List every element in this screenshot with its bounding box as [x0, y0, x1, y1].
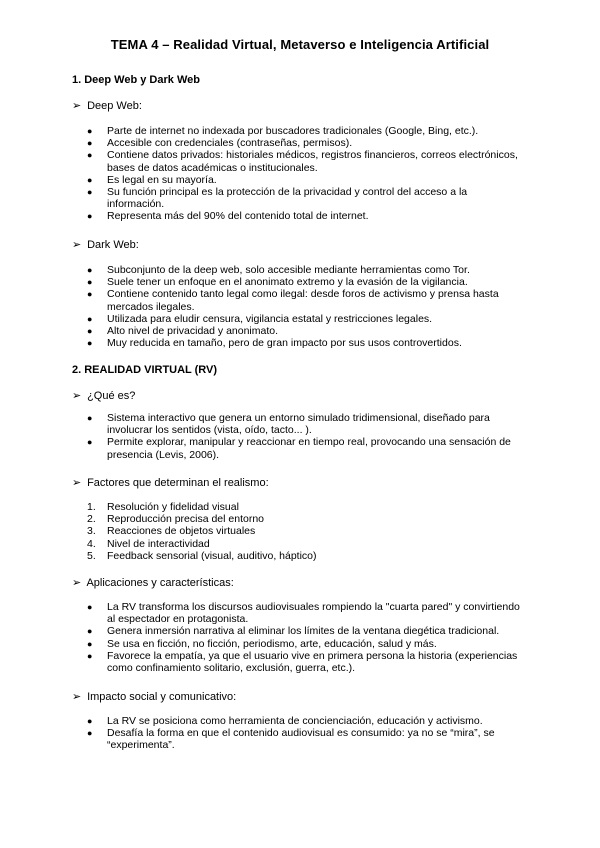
bullet-icon: ●: [87, 289, 93, 300]
list-item: [87, 174, 527, 186]
list-number: 2.: [87, 513, 96, 526]
list-item-text: Accesible con credenciales (contraseñas, permisos).: [107, 137, 353, 150]
list-item-text: Contiene datos privados: historiales médicos, registros financieros, correos electrónicos, bases de datos académicas o institucionales.: [107, 149, 518, 174]
bullet-icon: ●: [87, 728, 93, 739]
list-number: 4.: [87, 537, 96, 550]
bullet-icon: ●: [87, 326, 93, 337]
section-1-heading: 1. Deep Web y Dark Web: [72, 74, 200, 86]
list-item: [87, 525, 527, 537]
impacto-label: [72, 690, 236, 703]
arrow-icon: ➢: [72, 691, 82, 703]
dark-web-list: [87, 264, 527, 349]
bullet-icon: ●: [87, 626, 93, 637]
list-item: [87, 715, 527, 727]
list-number: 3.: [87, 525, 96, 538]
list-item-text: Desafía la forma en que el contenido audiovisual es consumido: ya no se “mira”, se “experimenta”.: [107, 727, 495, 752]
deep-web-label-text: Deep Web:: [87, 100, 142, 112]
list-item-text: Se usa en ficción, no ficción, periodismo, arte, educación, salud y más.: [107, 637, 437, 650]
bullet-icon: ●: [87, 338, 93, 349]
impacto-label-text: Impacto social y comunicativo:: [87, 691, 237, 703]
que-es-label-text: ¿Qué es?: [87, 390, 136, 402]
list-item: [87, 210, 527, 222]
factores-list: [87, 501, 527, 562]
que-es-list: [87, 412, 527, 461]
bullet-icon: ●: [87, 138, 93, 149]
list-item: [87, 601, 527, 625]
list-item: [87, 325, 527, 337]
list-item: [87, 276, 527, 288]
arrow-icon: ➢: [72, 477, 82, 489]
list-item-text: La RV se posiciona como herramienta de concienciación, educación y activismo.: [107, 715, 483, 727]
deep-web-list: [87, 125, 527, 223]
list-item: [87, 149, 527, 173]
que-es-label: [72, 389, 135, 402]
list-item: [87, 264, 527, 276]
list-item: [87, 186, 527, 210]
list-item-text: Muy reducida en tamaño, pero de gran impacto por sus usos controvertidos.: [107, 337, 462, 350]
list-item: [87, 436, 527, 460]
list-item-text: Reacciones de objetos virtuales: [107, 525, 256, 538]
list-item-text: Permite explorar, manipular y reaccionar en tiempo real, provocando una sensación de presencia (Levis, 2006).: [107, 436, 511, 461]
dark-web-label-text: Dark Web:: [87, 239, 139, 251]
list-item-text: Reproducción precisa del entorno: [107, 513, 265, 526]
page-title: TEMA 4 – Realidad Virtual, Metaverso e Inteligencia Artificial: [110, 37, 490, 52]
list-item: [87, 125, 527, 137]
arrow-icon: ➢: [72, 577, 82, 589]
bullet-icon: ●: [87, 211, 93, 222]
bullet-icon: ●: [87, 313, 93, 324]
list-item: [87, 288, 527, 312]
list-item: [87, 501, 527, 513]
list-item-text: Alto nivel de privacidad y anonimato.: [107, 325, 279, 338]
list-item-text: Nivel de interactividad: [107, 537, 210, 550]
bullet-icon: ●: [87, 150, 93, 161]
list-number: 5.: [87, 549, 96, 562]
arrow-icon: ➢: [72, 239, 82, 251]
bullet-icon: ●: [87, 277, 93, 288]
arrow-icon: ➢: [72, 100, 82, 112]
aplicaciones-list: [87, 601, 527, 674]
bullet-icon: ●: [87, 174, 93, 185]
list-item-text: Parte de internet no indexada por buscadores tradicionales (Google, Bing, etc.).: [107, 125, 479, 137]
list-item: [87, 625, 527, 637]
list-item-text: Subconjunto de la deep web, solo accesible mediante herramientas como Tor.: [107, 264, 470, 276]
bullet-icon: ●: [87, 413, 93, 423]
list-item-text: Sistema interactivo que genera un entorno simulado tridimensional, diseñado para involucrar los sentidos (vista, oído, tacto... ).: [107, 412, 490, 437]
bullet-icon: ●: [87, 265, 93, 275]
list-item: [87, 650, 527, 674]
factores-label-text: Factores que determinan el realismo:: [87, 477, 269, 489]
bullet-icon: ●: [87, 716, 93, 726]
list-item-text: Contiene contenido tanto legal como ilegal: desde foros de activismo y prensa hasta mercados ilegales.: [107, 288, 499, 313]
aplicaciones-label: [72, 576, 234, 589]
bullet-icon: ●: [87, 638, 93, 649]
list-item: [87, 727, 527, 751]
impacto-list: [87, 715, 527, 752]
bullet-icon: ●: [87, 126, 93, 136]
list-item: [87, 638, 527, 650]
list-item-text: Suele tener un enfoque en el anonimato extremo y la evasión de la vigilancia.: [107, 276, 468, 289]
list-item: [87, 337, 527, 349]
section-2-heading: 2. REALIDAD VIRTUAL (RV): [72, 364, 218, 376]
deep-web-label: [72, 99, 142, 112]
bullet-icon: ●: [87, 437, 93, 448]
list-item-text: Utilizada para eludir censura, vigilancia estatal y restricciones legales.: [107, 312, 433, 325]
list-item-text: Feedback sensorial (visual, auditivo, háptico): [107, 549, 317, 562]
list-item: [87, 513, 527, 525]
list-item-text: Es legal en su mayoría.: [107, 173, 217, 186]
factores-label: [72, 476, 269, 489]
list-item: [87, 412, 527, 436]
aplicaciones-label-text: Aplicaciones y características:: [86, 577, 234, 589]
list-item-text: Su función principal es la protección de la privacidad y control del acceso a la información.: [107, 186, 468, 211]
list-item: [87, 137, 527, 149]
bullet-icon: ●: [87, 602, 93, 612]
list-item-text: Resolución y fidelidad visual: [107, 501, 239, 513]
list-item-text: La RV transforma los discursos audiovisuales rompiendo la "cuarta pared" y convirtiendo al espectador en protagonista.: [107, 601, 520, 626]
bullet-icon: ●: [87, 650, 93, 661]
list-item-text: Favorece la empatía, ya que el usuario vive en primera persona la historia (experiencias como confinamiento solitario, exclusión, guerra, etc.).: [107, 649, 518, 675]
bullet-icon: ●: [87, 187, 93, 198]
list-item: [87, 550, 527, 562]
list-item-text: Representa más del 90% del contenido total de internet.: [107, 210, 369, 223]
list-number: 1.: [87, 501, 96, 513]
list-item: [87, 538, 527, 550]
dark-web-label: [72, 238, 139, 251]
arrow-icon: ➢: [72, 390, 82, 402]
list-item: [87, 313, 527, 325]
list-item-text: Genera inmersión narrativa al eliminar los límites de la ventana diegética tradicional.: [107, 625, 500, 638]
